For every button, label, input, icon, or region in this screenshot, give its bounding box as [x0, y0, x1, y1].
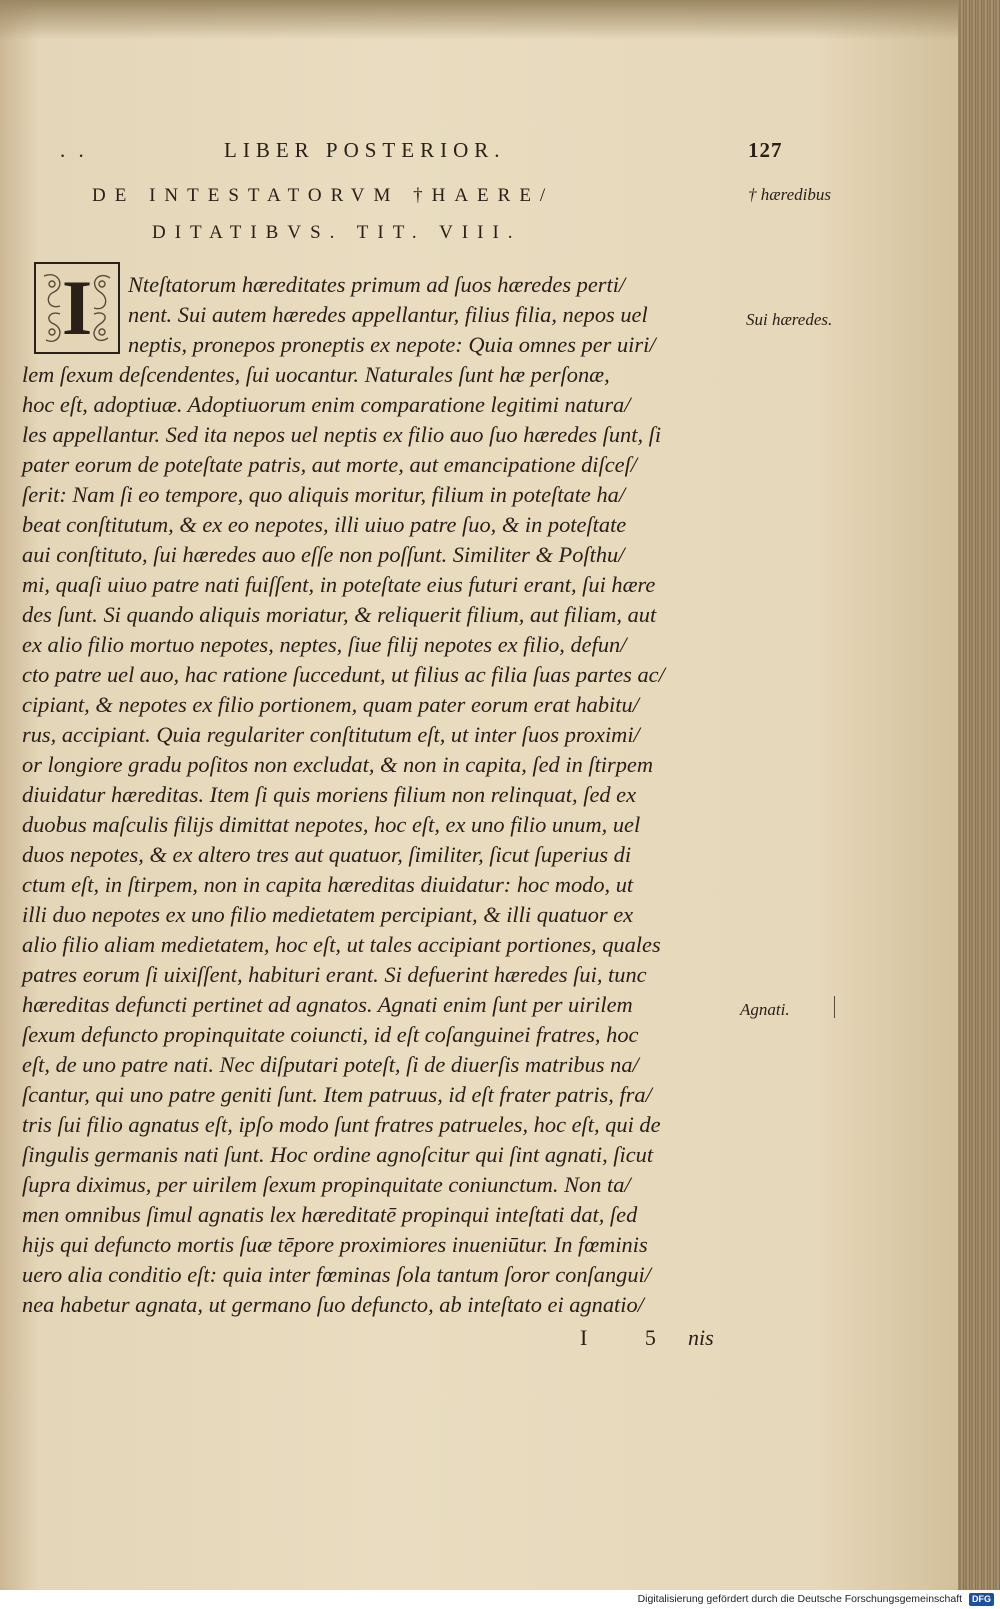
- text-line: duos nepotes, & ex altero tres aut quatuor, ſimiliter, ſicut ſuperius di: [22, 842, 632, 867]
- text-line: alio filio aliam medietatem, hoc eſt, ut tales accipiant portiones, quales: [22, 932, 661, 957]
- text-line: illi duo nepotes ex uno filio medietatem percipiant, & illi quatuor ex: [22, 902, 634, 927]
- text-line: or longiore gradu poſitos non excludat, & non in capita, ſed in ſtirpem: [22, 752, 654, 777]
- margin-note-sui-heredes: Sui hæredes.: [746, 310, 833, 329]
- digitization-footer: [0, 1590, 1000, 1609]
- page-top-shadow: [0, 0, 958, 40]
- text-line: ex alio filio mortuo nepotes, neptes, ſiue filij nepotes ex filio, defun/: [22, 632, 627, 657]
- chapter-heading-line-2: DITATIBVS. TIT. VIII.: [152, 222, 522, 243]
- body-text: [22, 270, 734, 1320]
- text-line: ſingulis germanis nati ſunt. Hoc ordine agnoſcitur qui ſint agnati, ſicut: [22, 1142, 654, 1167]
- margin-mark: [834, 996, 835, 1018]
- text-line: hoc eſt, adoptiuæ. Adoptiuorum enim comparatione legitimi natura/: [22, 392, 631, 417]
- text-line: Nteſtatorum hæreditates primum ad ſuos hæredes perti/: [128, 272, 626, 297]
- text-line: mi, quaſi uiuo patre nati fuiſſent, in poteſtate eius futuri erant, ſui hære: [22, 572, 656, 597]
- text-line: pater eorum de poteſtate patris, aut morte, aut emancipatione diſceſ/: [22, 452, 638, 477]
- footer-text: Digitalisierung gefördert durch die Deutsche Forschungsgemeinschaft: [637, 1593, 963, 1605]
- text-line: cipiant, & nepotes ex filio portionem, quam pater eorum erat habitu/: [22, 692, 639, 717]
- text-line: ſerit: Nam ſi eo tempore, quo aliquis moritur, filium in poteſtate ha/: [22, 482, 626, 507]
- text-line: eſt, de uno patre nati. Nec diſputari poteſt, ſi de diuerſis matribus na/: [22, 1052, 639, 1077]
- text-line: uero alia conditio eſt: quia inter fœminas ſola tantum ſoror conſangui/: [22, 1262, 651, 1287]
- catchword: nis: [688, 1325, 714, 1350]
- text-line: aui conſtituto, ſui hæredes auo eſſe non poſſunt. Similiter & Poſthu/: [22, 542, 625, 567]
- page-footer-marks: [0, 1325, 958, 1355]
- text-line: les appellantur. Sed ita nepos uel neptis ex filio auo ſuo hæredes ſunt, ſi: [22, 422, 662, 447]
- text-line: beat conſtitutum, & ex eo nepotes, illi uiuo patre ſuo, & in poteſtate: [22, 512, 627, 537]
- text-line: ſexum defuncto propinquitate coiuncti, id eſt coſanguinei fratres, hoc: [22, 1022, 639, 1047]
- margin-note-agnati: Agnati.: [740, 1000, 790, 1019]
- margin-note-heredibus: † hæredibus: [748, 185, 831, 204]
- book-spine: [958, 0, 1000, 1590]
- text-line: hijs qui defuncto mortis ſuæ tēpore proximiores inueniūtur. In fœminis: [22, 1232, 648, 1257]
- running-head-title: LIBER POSTERIOR.: [224, 138, 506, 162]
- text-line: cto patre uel auo, hac ratione ſuccedunt, ut filius ac filia ſuas partes ac/: [22, 662, 665, 687]
- text-line: nea habetur agnata, ut germano ſuo defuncto, ab inteſtato ei agnatio/: [22, 1292, 644, 1317]
- page-number: 127: [748, 138, 783, 162]
- text-line: patres eorum ſi uixiſſent, habituri erant. Si defuerint hæredes ſui, tunc: [22, 962, 647, 987]
- text-line: men omnibus ſimul agnatis lex hæreditatē propinqui inteſtati dat, ſed: [22, 1202, 638, 1227]
- text-line: nent. Sui autem hæredes appellantur, filius filia, nepos uel: [128, 302, 648, 327]
- initial-letter: I: [61, 264, 93, 351]
- text-line: duobus maſculis filijs dimittat nepotes, hoc eſt, ex uno filio unum, uel: [22, 812, 641, 837]
- text-line: hæreditas defuncti pertinet ad agnatos. Agnati enim ſunt per uirilem: [22, 992, 633, 1017]
- text-line: des ſunt. Si quando aliquis moriatur, & reliquerit filium, aut filiam, aut: [22, 602, 657, 627]
- text-line: ſcantur, qui uno patre geniti ſunt. Item patruus, id eſt frater patris, fra/: [22, 1082, 652, 1107]
- chapter-heading: [92, 177, 712, 251]
- dfg-logo-icon: DFG: [969, 1593, 994, 1606]
- signature-mark: I 5: [580, 1325, 682, 1350]
- text-line: lem ſexum deſcendentes, ſui uocantur. Naturales ſunt hæ perſonæ,: [22, 362, 610, 387]
- chapter-heading-line-1: DE INTESTATORVM †HAERE/: [92, 185, 555, 206]
- text-line: rus, accipiant. Quia regulariter conſtitutum eſt, ut inter ſuos proximi/: [22, 722, 640, 747]
- text-line: neptis, pronepos proneptis ex nepote: Quia omnes per uiri/: [128, 332, 656, 357]
- running-head-dots: . .: [60, 138, 88, 162]
- text-line: diuidatur hæreditas. Item ſi quis moriens filium non relinquat, ſed ex: [22, 782, 637, 807]
- text-line: tris ſui filio agnatus eſt, ipſo modo ſunt fratres patrueles, hoc eſt, qui de: [22, 1112, 661, 1137]
- text-line: ſupra diximus, per uirilem ſexum propinquitate coniunctum. Non ta/: [22, 1172, 631, 1197]
- text-line: ctum eſt, in ſtirpem, non in capita hæreditas diuidatur: hoc modo, ut: [22, 872, 634, 897]
